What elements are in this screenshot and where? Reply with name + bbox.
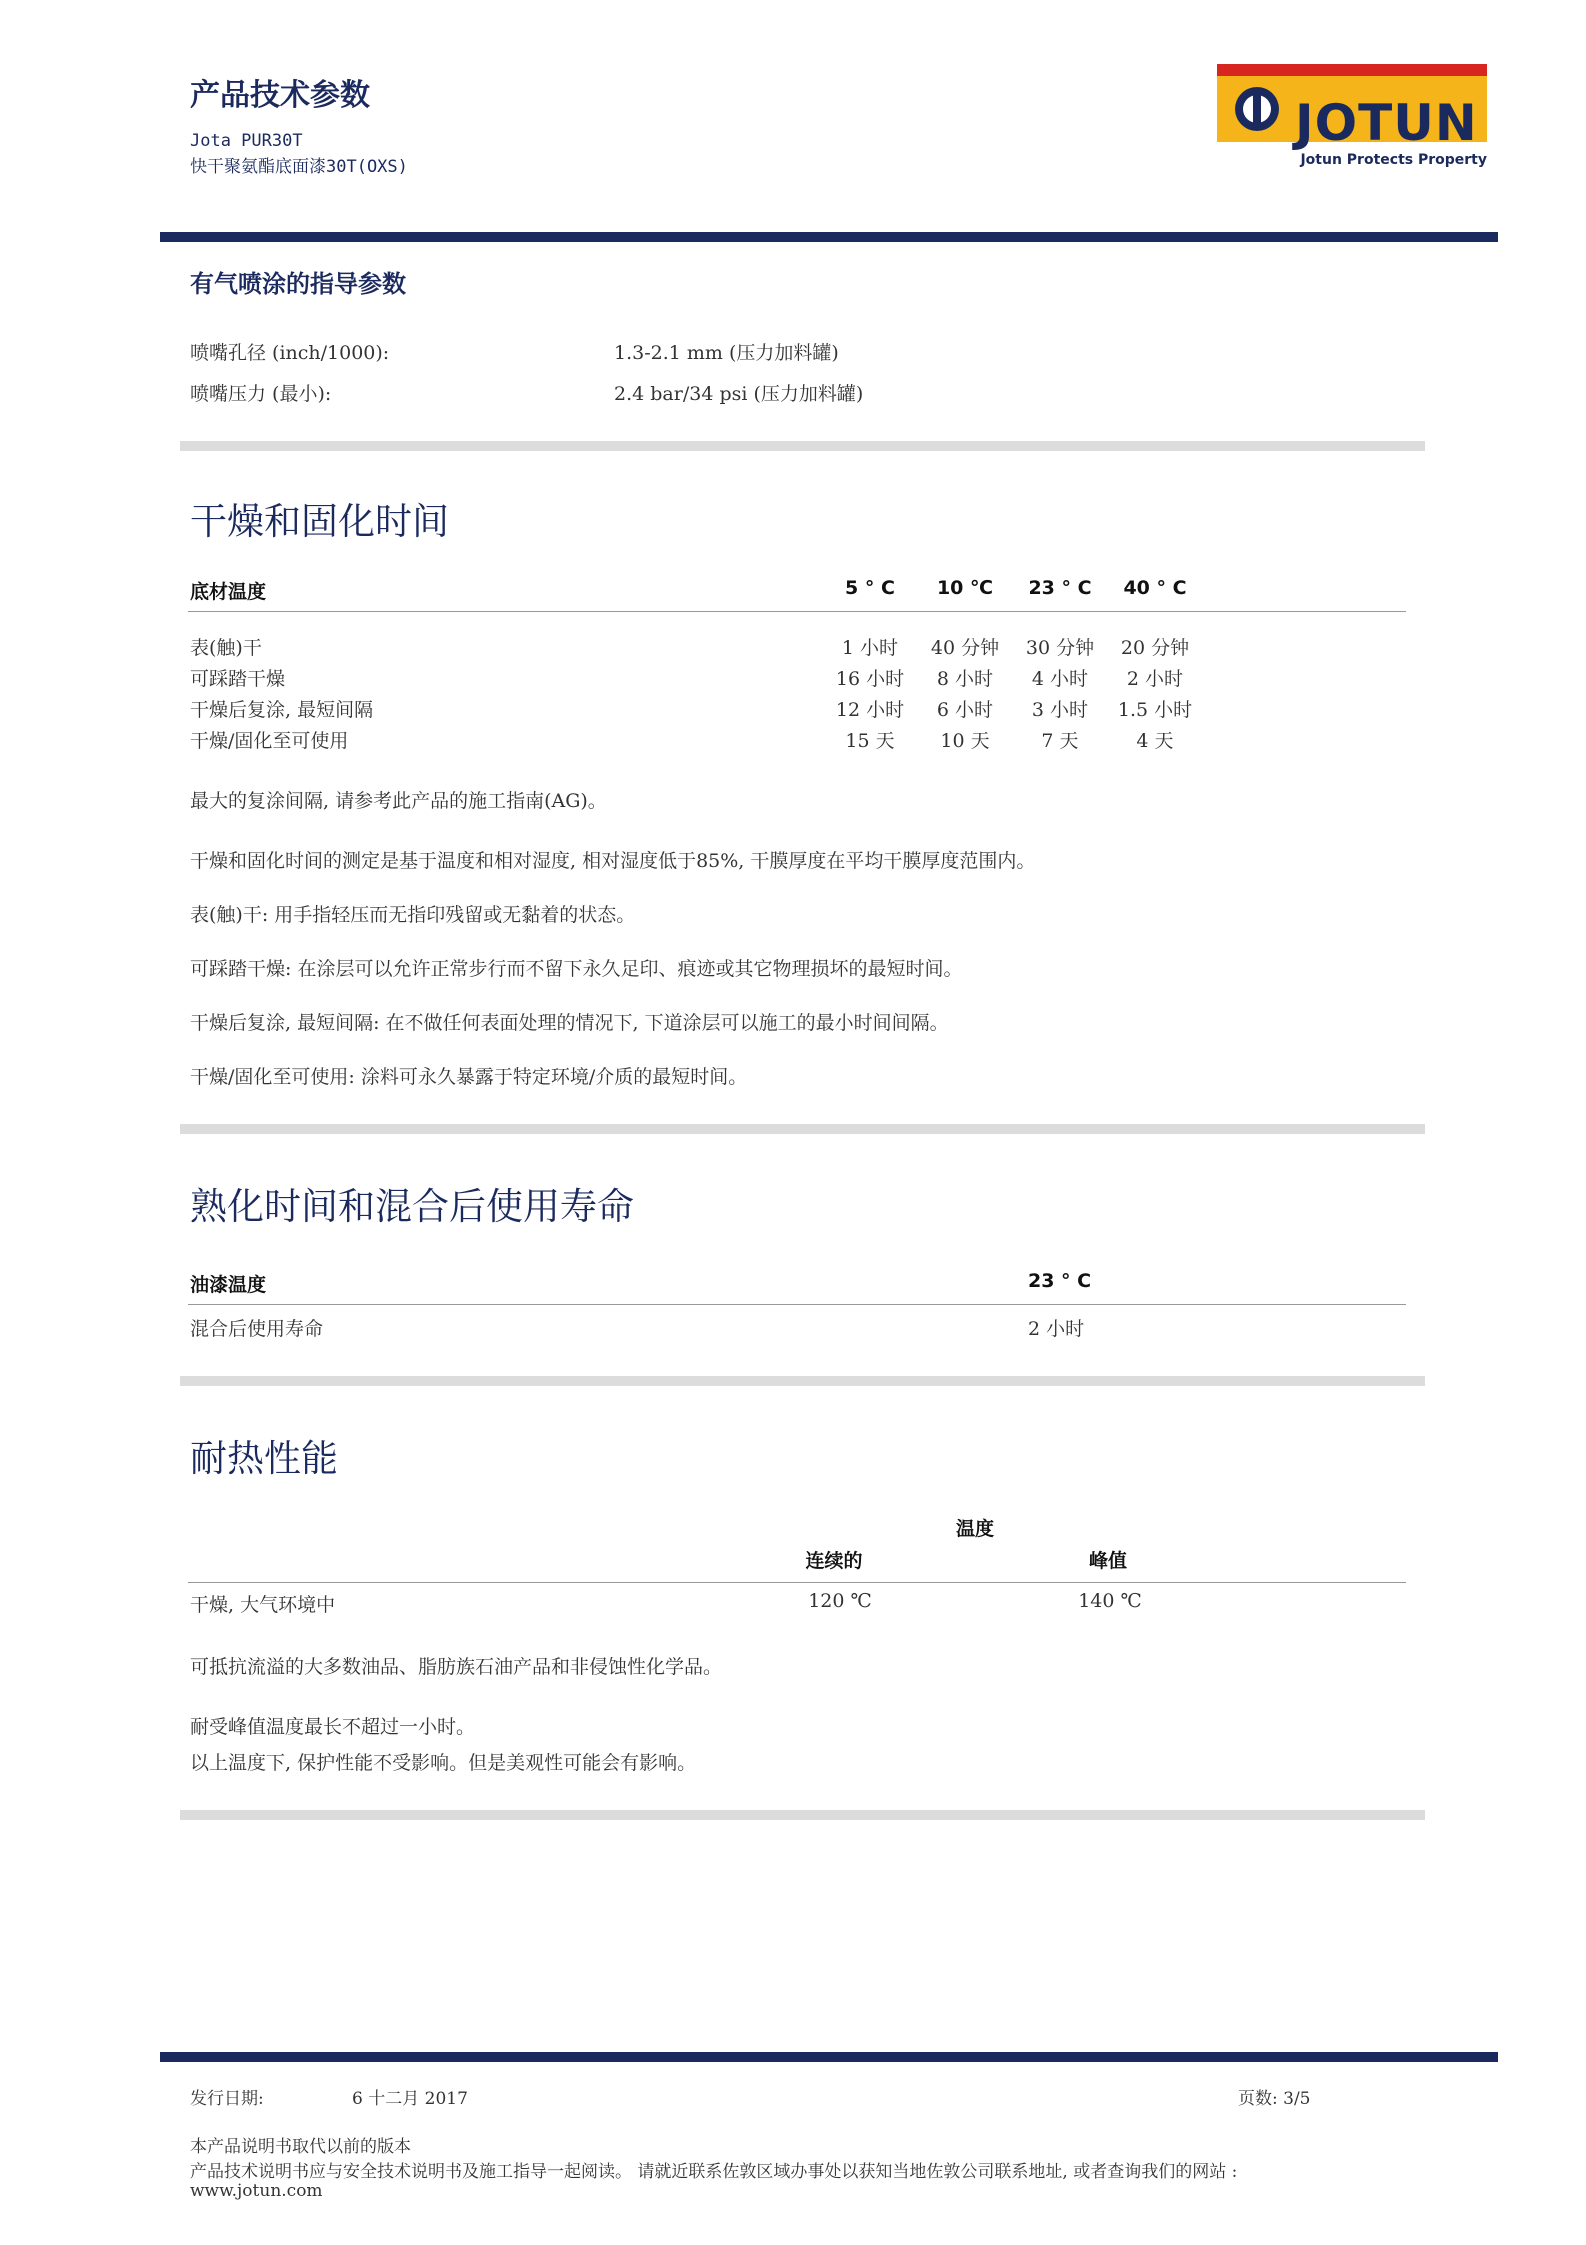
- drying-cell: 15 天: [845, 730, 895, 752]
- drying-row-label: 表(触)干: [190, 637, 262, 659]
- drying-row-label: 干燥/固化至可使用: [190, 730, 349, 752]
- drying-cell: 10 天: [940, 730, 990, 752]
- footer-website-link[interactable]: www.jotun.com: [190, 2181, 323, 2201]
- airspray-label: 喷嘴压力 (最小):: [190, 383, 332, 405]
- drying-note: 干燥/固化至可使用: 涂料可永久暴露于特定环境/介质的最短时间。: [190, 1066, 748, 1088]
- header-divider: [160, 232, 1498, 242]
- drying-cell: 40 分钟: [930, 637, 1000, 659]
- section-divider: [180, 1810, 1425, 1820]
- drying-cell: 7 天: [1041, 730, 1079, 752]
- drying-cell: 6 小时: [936, 699, 994, 721]
- heat-note: 耐受峰值温度最长不超过一小时。: [190, 1716, 476, 1738]
- logo-red-bar: [1217, 64, 1487, 76]
- drying-cell: 1.5 小时: [1117, 699, 1193, 721]
- drying-cell: 4 天: [1136, 730, 1174, 752]
- drying-cell: 20 分钟: [1120, 637, 1190, 659]
- logo-wordmark: JOTUN: [1295, 94, 1478, 152]
- product-description: 快干聚氨酯底面漆30T(OXS): [190, 157, 408, 177]
- drying-temp-header: 5 ° C: [845, 577, 895, 599]
- drying-temp-header: 10 ℃: [936, 577, 994, 599]
- potlife-row-label: 混合后使用寿命: [190, 1318, 324, 1340]
- heat-group-label: 温度: [955, 1518, 994, 1540]
- footer-supersedes: 本产品说明书取代以前的版本: [190, 2137, 411, 2157]
- drying-cell: 3 小时: [1031, 699, 1089, 721]
- airspray-label: 喷嘴孔径 (inch/1000):: [190, 342, 390, 364]
- potlife-temp-header: 23 ° C: [1028, 1270, 1092, 1292]
- drying-cell: 12 小时: [835, 699, 905, 721]
- document-title: 产品技术参数: [190, 78, 370, 113]
- drying-temp-header: 23 ° C: [1028, 577, 1092, 599]
- drying-note: 表(触)干: 用手指轻压而无指印残留或无黏着的状态。: [190, 904, 636, 926]
- drying-heading: 干燥和固化时间: [190, 500, 449, 543]
- heat-heading: 耐热性能: [190, 1437, 338, 1480]
- heat-col-peak: 峰值: [1088, 1550, 1127, 1572]
- drying-note: 干燥后复涂, 最短间隔: 在不做任何表面处理的情况下, 下道涂层可以施工的最小时间间隔。: [190, 1012, 949, 1034]
- drying-cell: 4 小时: [1031, 668, 1089, 690]
- drying-note: 可踩踏干燥: 在涂层可以允许正常步行而不留下永久足印、痕迹或其它物理损坏的最短时间。: [190, 958, 963, 980]
- airspray-heading: 有气喷涂的指导参数: [190, 270, 406, 298]
- section-divider: [180, 1124, 1425, 1134]
- issue-date: 6 十二月 2017: [352, 2089, 468, 2109]
- drying-cell: 1 小时: [841, 637, 899, 659]
- drying-temp-header: 40 ° C: [1123, 577, 1187, 599]
- heat-note: 以上温度下, 保护性能不受影响。但是美观性可能会有影响。: [190, 1752, 697, 1774]
- section-divider: [180, 1376, 1425, 1386]
- heat-note: 可抵抗流溢的大多数油品、脂肪族石油产品和非侵蚀性化学品。: [190, 1656, 723, 1678]
- drying-column-label: 底材温度: [190, 581, 267, 603]
- jotun-logo: [1217, 64, 1487, 179]
- table-rule: [188, 611, 1406, 612]
- seal-icon: [1227, 79, 1287, 139]
- logo-tagline: Jotun Protects Property: [1300, 152, 1487, 168]
- drying-note: 最大的复涂间隔, 请参考此产品的施工指南(AG)。: [190, 790, 607, 812]
- drying-cell: 2 小时: [1126, 668, 1184, 690]
- drying-row-label: 干燥后复涂, 最短间隔: [190, 699, 374, 721]
- footer-instructions: 产品技术说明书应与安全技术说明书及施工指导一起阅读。 请就近联系佐敦区域办事处以获知当地佐敦公司联系地址, 或者查询我们的网站 :: [190, 2162, 1238, 2182]
- table-rule: [188, 1304, 1406, 1305]
- section-divider: [180, 441, 1425, 451]
- issue-date-label: 发行日期:: [190, 2089, 264, 2109]
- drying-note: 干燥和固化时间的测定是基于温度和相对湿度, 相对湿度低于85%, 干膜厚度在平均干膜厚度范围内。: [190, 850, 1036, 872]
- airspray-value: 1.3-2.1 mm (压力加料罐): [614, 342, 839, 364]
- heat-continuous-value: 120 ℃: [808, 1590, 872, 1612]
- potlife-heading: 熟化时间和混合后使用寿命: [190, 1185, 634, 1228]
- drying-cell: 8 小时: [936, 668, 994, 690]
- heat-peak-value: 140 ℃: [1078, 1590, 1142, 1612]
- product-name: Jota PUR30T: [190, 131, 303, 151]
- heat-col-continuous: 连续的: [805, 1550, 863, 1572]
- footer-divider: [160, 2052, 1498, 2062]
- table-rule: [188, 1582, 1406, 1583]
- airspray-value: 2.4 bar/34 psi (压力加料罐): [614, 383, 864, 405]
- potlife-column-label: 油漆温度: [190, 1274, 267, 1296]
- drying-cell: 30 分钟: [1025, 637, 1095, 659]
- drying-cell: 16 小时: [835, 668, 905, 690]
- heat-row-label: 干燥, 大气环境中: [190, 1594, 336, 1616]
- drying-row-label: 可踩踏干燥: [190, 668, 286, 690]
- page-number: 页数: 3/5: [1238, 2089, 1311, 2109]
- potlife-value: 2 小时: [1028, 1318, 1085, 1340]
- logo-yellow-block: [1217, 76, 1487, 152]
